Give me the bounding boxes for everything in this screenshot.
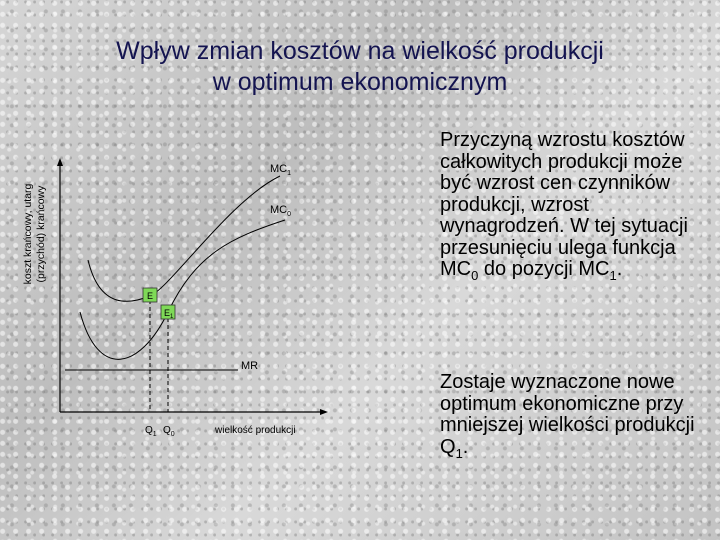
para1-part3: . [616,258,623,280]
mc1-label [270,163,291,177]
point-e-label [147,291,153,301]
point-e1-label-sub: 1 [170,314,174,320]
para1-part2: do pozycji MC [478,258,610,280]
y-axis-label-line-1: koszt krańcowy, utarg [22,183,34,285]
mc1-label-main: MC [270,163,288,175]
mc1-curve [88,176,280,301]
mc1-label-sub: 1 [287,170,292,177]
para1-sub1: 0 [471,268,479,283]
y-axis-arrow [57,158,63,166]
para1-sub2: 1 [609,268,617,283]
title-line-1: Wpływ zmian kosztów na wielkość produkcji [116,37,604,65]
q0-label-main: Q [163,425,171,436]
q1-label-sub: 1 [152,431,157,438]
para2-part2: . [462,435,469,458]
q1-label [145,425,157,438]
q0-label-sub: 0 [170,431,175,438]
point-e1-label-main: E [164,308,171,318]
explanation-paragraph-2 [440,371,710,461]
mr-label: MR [241,360,259,372]
x-axis-label: wielkość produkcji [215,425,296,436]
para1-part1: Przyczyną wzrostu kosztów całkowitych produkcji może być wzrost cen czynników produkcji, wzrost wynagrodzeń. W tej sytuacji przesunięciu ulega funkcja MC [440,129,688,280]
q0-label [163,425,175,438]
x-axis-arrow [320,409,328,415]
explanation-paragraph-1 [440,130,710,281]
mc0-label-sub: 0 [287,211,292,218]
title-line-2: w optimum ekonomicznym [212,68,508,96]
q1-label-main: Q [145,425,153,436]
mc0-curve [80,220,285,359]
mc0-label [270,204,291,218]
mc0-label-main: MC [270,204,288,216]
para2-part1: Zostaje wyznaczone nowe optimum ekonomiczne przy mniejszej wielkości produkcji Q [440,371,695,458]
para2-sub1: 1 [455,445,463,461]
point-e-label-main: E [147,291,154,301]
y-axis-label-line-2: (przychód) krańcowy [35,185,47,283]
